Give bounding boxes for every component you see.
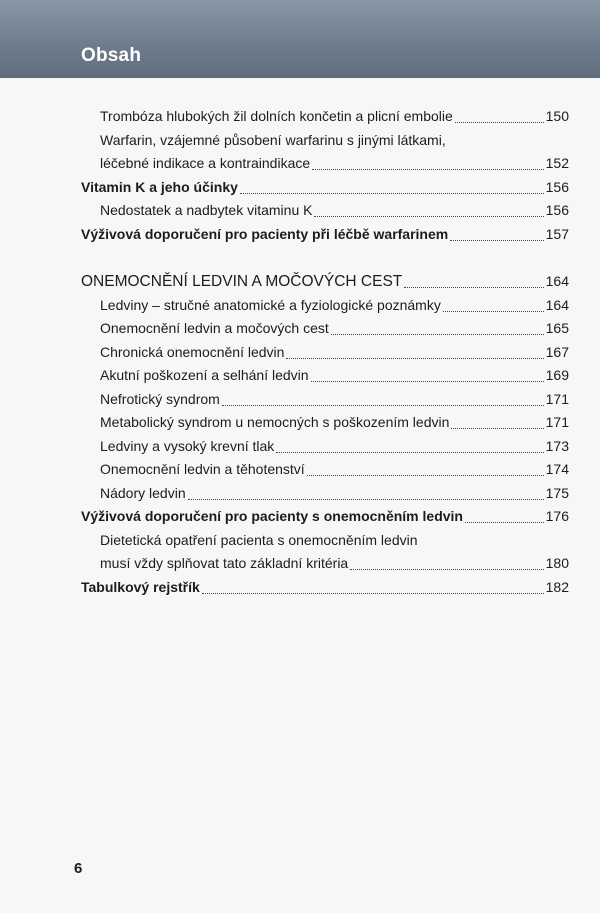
leader-dots: [314, 216, 543, 217]
leader-dots: [307, 475, 544, 476]
toc-entry-title: Metabolický syndrom u nemocných s poškozením ledvin: [100, 414, 450, 430]
toc-entry-page: 180: [545, 555, 569, 571]
section-gap: [81, 246, 569, 270]
toc-entry-title: Vitamin K a jeho účinky: [81, 178, 238, 195]
toc-entry-title: Onemocnění ledvin a těhotenství: [100, 461, 305, 477]
toc-entry-page: 176: [545, 508, 569, 524]
toc-entry-page: 164: [545, 296, 569, 313]
toc-entry-title: Výživová doporučení pro pacienty s onemocněním ledvin: [81, 508, 463, 524]
toc-entry-title: Nefrotický syndrom: [100, 390, 220, 407]
toc-entry-page: 152: [545, 155, 569, 171]
toc-entry[interactable]: [81, 105, 569, 129]
toc-entry[interactable]: [81, 223, 569, 247]
toc-entry-title: Ledviny a vysoký krevní tlak: [100, 437, 275, 454]
toc-entry-title: Nedostatek a nadbytek vitaminu K: [100, 202, 313, 218]
toc-entry-title: Trombóza hlubokých žil dolních končetin a plicní embolie: [100, 108, 453, 124]
toc-entry-title: Chronická onemocnění ledvin: [100, 343, 285, 360]
leader-dots: [311, 381, 544, 382]
toc-entry-page: 157: [545, 225, 569, 242]
toc-entry-page: 169: [545, 367, 569, 383]
toc-entry[interactable]: [81, 341, 569, 365]
leader-dots: [404, 287, 543, 288]
toc-entry-title-line1: Warfarin, vzájemné působení warfarinu s jinými látkami,: [100, 131, 446, 148]
toc-entry-page: 156: [545, 178, 569, 195]
toc-entry[interactable]: [81, 576, 569, 600]
toc-chapter[interactable]: [81, 270, 569, 294]
toc-entry-page: 150: [545, 108, 569, 124]
leader-dots: [286, 358, 543, 359]
toc-entry-page: 173: [545, 437, 569, 454]
toc-entry-title: Výživová doporučení pro pacienty při léčbě warfarinem: [81, 225, 449, 242]
leader-dots: [222, 405, 544, 406]
leader-dots: [465, 522, 544, 523]
toc-entry[interactable]: [81, 482, 569, 506]
toc-entry-page: 171: [545, 390, 569, 407]
toc-entry-title-line2: léčebné indikace a kontraindikace: [100, 155, 311, 171]
page-number: 6: [74, 860, 83, 877]
toc-entry-title: Tabulkový rejstřík: [81, 578, 200, 595]
toc-entry-page: 156: [545, 202, 569, 218]
toc-entry[interactable]: [81, 199, 569, 223]
table-of-contents: [81, 105, 569, 599]
toc-entry-title-line1: Dietetická opatření pacienta s onemocněním ledvin: [100, 531, 418, 548]
leader-dots: [202, 593, 544, 594]
toc-entry[interactable]: [81, 458, 569, 482]
toc-entry[interactable]: [81, 529, 569, 576]
toc-entry-page: 171: [545, 414, 569, 430]
leader-dots: [350, 569, 543, 570]
toc-entry-page: 182: [545, 578, 569, 595]
toc-entry-page: 164: [545, 273, 569, 289]
leader-dots: [455, 122, 544, 123]
toc-entry[interactable]: [81, 505, 569, 529]
toc-entry-title: Onemocnění ledvin a močových cest: [100, 320, 329, 336]
toc-entry[interactable]: [81, 364, 569, 388]
leader-dots: [443, 311, 544, 312]
toc-entry-page: 165: [545, 320, 569, 336]
leader-dots: [276, 452, 543, 453]
toc-entry[interactable]: [81, 317, 569, 341]
toc-entry[interactable]: [81, 294, 569, 318]
toc-entry[interactable]: [81, 176, 569, 200]
section-header: [0, 0, 600, 78]
toc-entry-title-line2: musí vždy splňovat tato základní kritéria: [100, 555, 349, 571]
toc-entry-title: Akutní poškození a selhání ledvin: [100, 367, 309, 383]
leader-dots: [312, 169, 544, 170]
toc-entry[interactable]: [81, 129, 569, 176]
leader-dots: [451, 428, 543, 429]
toc-entry[interactable]: [81, 411, 569, 435]
toc-entry[interactable]: [81, 388, 569, 412]
leader-dots: [450, 240, 543, 241]
section-title: Obsah: [81, 45, 142, 66]
toc-entry-page: 174: [545, 461, 569, 477]
toc-entry-page: 167: [545, 343, 569, 360]
toc-entry-title: Ledviny – stručné anatomické a fyziologické poznámky: [100, 296, 441, 313]
leader-dots: [188, 499, 544, 500]
toc-chapter-title: ONEMOCNĚNÍ LEDVIN A MOČOVÝCH CEST: [81, 273, 403, 290]
toc-entry[interactable]: [81, 435, 569, 459]
toc-entry-title: Nádory ledvin: [100, 484, 186, 501]
leader-dots: [331, 334, 544, 335]
toc-entry-page: 175: [545, 484, 569, 501]
leader-dots: [240, 193, 544, 194]
